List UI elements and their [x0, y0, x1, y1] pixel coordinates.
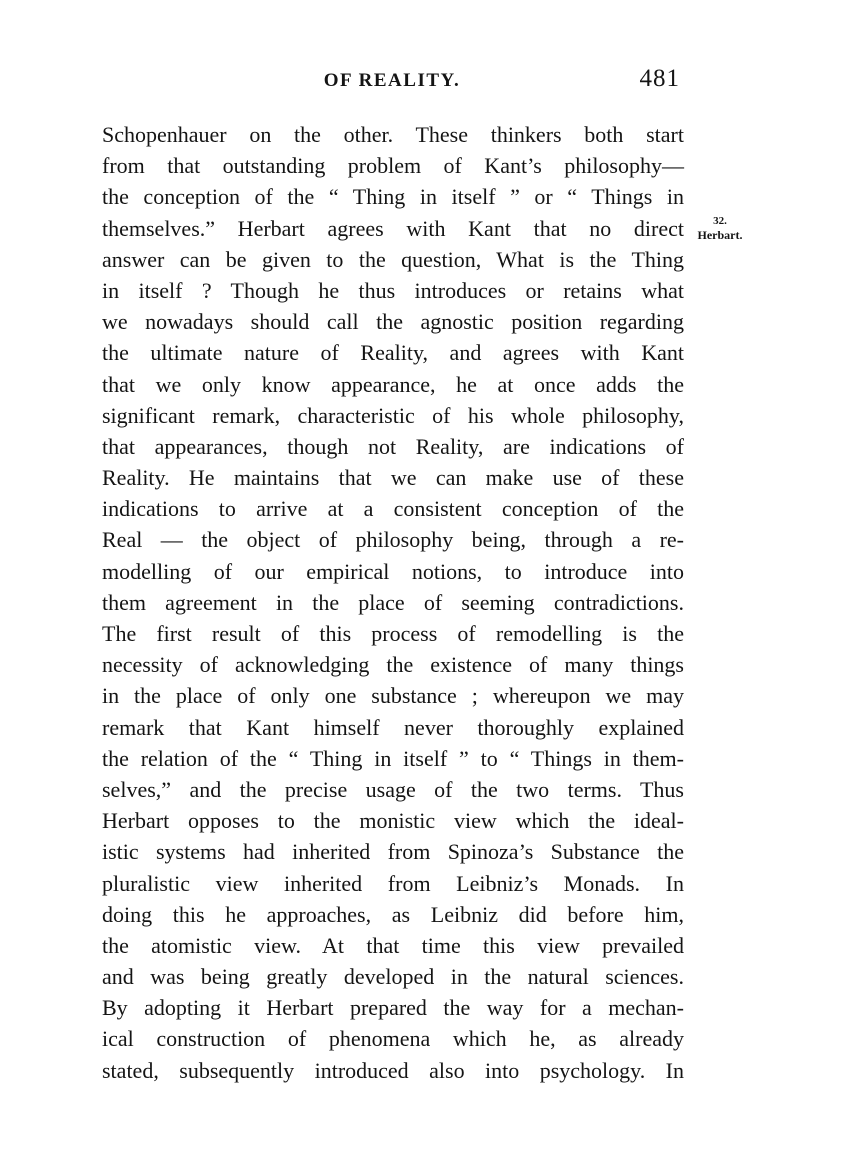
- text-line: themselves.” Herbart agrees with Kant that no direct: [102, 215, 684, 241]
- text-line: in the place of only one substance ; whereupon we may: [102, 683, 684, 709]
- text-line: the atomistic view. At that time this view prevailed: [102, 932, 684, 958]
- running-head: [102, 65, 682, 100]
- text-line: ical construction of phenomena which he, as already: [102, 1026, 684, 1052]
- text-line: and was being greatly developed in the natural sciences.: [102, 964, 684, 990]
- text-line: we nowadays should call the agnostic position regarding: [102, 309, 684, 335]
- body-text: [102, 119, 684, 1086]
- text-line: Schopenhauer on the other. These thinkers both start: [102, 122, 684, 147]
- text-line: remark that Kant himself never thoroughly explained: [102, 714, 684, 740]
- text-line: in itself ? Though he thus introduces or retains what: [102, 277, 684, 303]
- text-line: that appearances, though not Reality, are indications of: [102, 433, 684, 459]
- text-line: selves,” and the precise usage of the two terms. Thus: [102, 776, 684, 802]
- text-line: the relation of the “ Thing in itself ” to “ Things in them-: [102, 745, 684, 771]
- text-line: modelling of our empirical notions, to introduce into: [102, 558, 684, 584]
- text-line: indications to arrive at a consistent conception of the: [102, 496, 684, 522]
- text-line: the ultimate nature of Reality, and agrees with Kant: [102, 340, 684, 366]
- text-line: necessity of acknowledging the existence of many things: [102, 652, 684, 678]
- text-line: that we only know appearance, he at once adds the: [102, 371, 684, 397]
- text-line: Real — the object of philosophy being, through a re-: [102, 527, 684, 553]
- text-line: By adopting it Herbart prepared the way for a mechan-: [102, 995, 684, 1021]
- page-number: 481: [639, 65, 680, 92]
- text-line: Reality. He maintains that we can make use of these: [102, 465, 684, 491]
- text-line: stated, subsequently introduced also into psychology. In: [102, 1057, 684, 1083]
- text-line: significant remark, characteristic of his whole philosophy,: [102, 402, 684, 428]
- text-line: the conception of the “ Thing in itself ” or “ Things in: [102, 184, 684, 210]
- margin-note-number: 32.: [713, 215, 727, 227]
- text-line: doing this he approaches, as Leibniz did before him,: [102, 901, 684, 927]
- text-line: pluralistic view inherited from Leibniz’s Monads. In: [102, 870, 684, 896]
- margin-note-label: Herbart.: [697, 228, 743, 242]
- margin-note: [690, 214, 750, 242]
- text-line: answer can be given to the question, What is the Thing: [102, 246, 684, 272]
- text-line: istic systems had inherited from Spinoza’s Substance the: [102, 839, 684, 865]
- text-line: Herbart opposes to the monistic view which the ideal-: [102, 808, 684, 834]
- running-title: OF REALITY.: [323, 70, 461, 91]
- text-line: from that outstanding problem of Kant’s philosophy—: [102, 153, 684, 179]
- text-line: The first result of this process of remodelling is the: [102, 621, 684, 646]
- text-line: them agreement in the place of seeming contradictions.: [102, 589, 684, 615]
